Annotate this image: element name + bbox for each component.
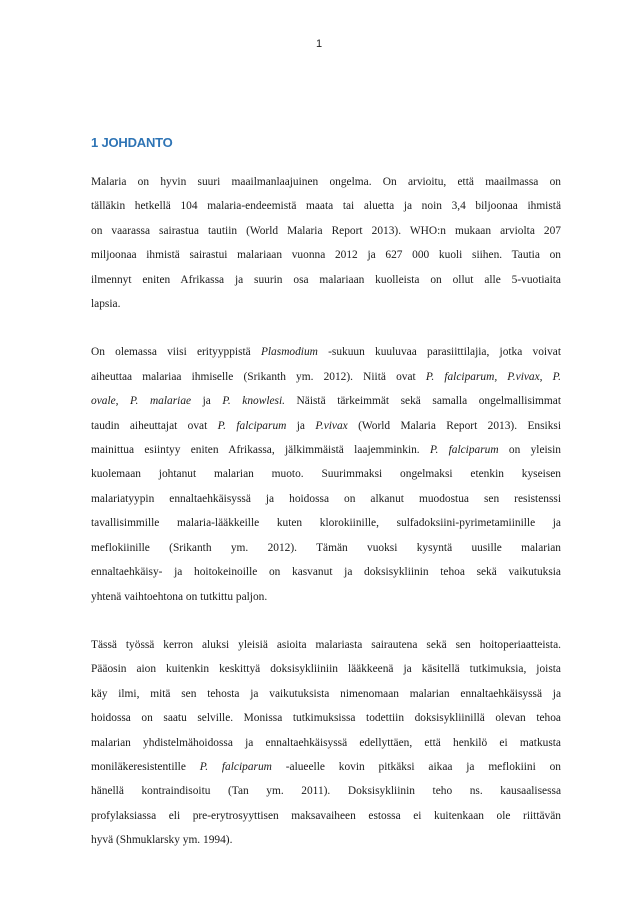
text-line <box>91 633 561 657</box>
text-line <box>91 340 561 364</box>
text-line: ilmennyt eniten Afrikassa ja suurin osa malariaan kuolleista on ollut alle 5-vuotiaita <box>91 273 561 286</box>
text-line: miljoonaa ihmistä sairastui malariaan vuonna 2012 ja 627 000 kuoli siihen. Tautia on <box>91 249 561 262</box>
text-run: (World Malaria Report 2013). Ensiksi <box>347 419 561 432</box>
text-line: tälläkin hetkellä 104 malaria-endeemistä maata tai aluetta ja noin 3,4 biljoonaa ihmistä <box>91 200 561 213</box>
text-line <box>91 706 561 730</box>
paragraph-plasmodium-species <box>91 340 561 608</box>
italic-text: ovale, P. malariae <box>91 395 192 408</box>
text-line <box>91 657 561 681</box>
text-run: On olemassa viisi erityyppistä <box>91 346 261 359</box>
paragraph-intro <box>91 170 561 316</box>
text-run: Tässä työssä kerron aluksi yleisiä asioita malariasta sairautena sekä sen hoitoperiaatteista. <box>91 638 561 651</box>
text-run: ja <box>286 419 316 432</box>
text-run: meflokiinille (Srikanth ym. 2012). Tämän vuoksi kysyntä uusille malarian <box>91 541 561 554</box>
text-run: Pääosin aion kuitenkin keskittyä doksisykliiniin lääkkeenä ja käsitellä tutkimuksia, joista <box>91 663 561 676</box>
text-run: kuolemaan johtanut malarian muoto. Suurimmaksi ongelmaksi etenkin kyseisen <box>91 468 561 481</box>
text-line: Malaria on hyvin suuri maailmanlaajuinen ongelma. On arvioitu, että maailmassa on <box>91 176 561 188</box>
text-run: hoidossa on saatu selville. Monissa tutkimuksissa todettiin doksisykliinillä olevan tehoa <box>91 712 561 725</box>
text-run: malariatyypin ennaltaehkäisyssä ja hoidossa on alkanut muodostua sen resistenssi <box>91 492 561 505</box>
text-line <box>91 462 561 486</box>
text-run: Näistä tärkeimmät sekä samalla ongelmallisimmat <box>285 395 561 408</box>
italic-text: P. falciparum <box>217 419 287 432</box>
text-line <box>91 438 561 462</box>
text-line <box>91 487 561 511</box>
italic-text: P. knowlesi. <box>222 395 285 408</box>
text-line <box>91 414 561 438</box>
text-line <box>91 731 561 755</box>
section-heading: 1 JOHDANTO <box>91 135 173 150</box>
text-line <box>91 779 561 803</box>
text-line <box>91 560 561 584</box>
text-run: mainittua esiintyy eniten Afrikassa, jälkimmäistä laajemminkin. <box>91 444 430 457</box>
italic-text: P.vivax <box>315 419 348 432</box>
text-run: ja <box>191 395 223 408</box>
italic-text: Plasmodium <box>260 346 318 359</box>
text-line <box>91 755 561 779</box>
paragraph-thesis-scope <box>91 633 561 853</box>
body-text <box>91 170 561 853</box>
text-line <box>91 536 561 560</box>
text-run: on yleisin <box>498 444 561 457</box>
italic-text: P. falciparum <box>199 760 272 773</box>
text-line <box>91 511 561 535</box>
text-line: on vaarassa sairastua tautiin (World Malaria Report 2013). WHO:n mukaan arviolta 207 <box>91 224 561 237</box>
text-line: lapsia. <box>91 298 121 311</box>
text-run: moniläkeresistentille <box>91 760 200 773</box>
text-line <box>91 828 561 852</box>
text-run: käy ilmi, mitä sen tehosta ja vaikutuksista nimenomaan malarian ennaltaehkäisyssä ja <box>91 687 561 700</box>
text-line <box>91 682 561 706</box>
text-run: taudin aiheuttajat ovat <box>91 419 218 432</box>
text-run: yhtenä vaihtoehtona on tutkittu paljon. <box>91 590 268 603</box>
text-line <box>91 585 561 609</box>
text-run: profylaksiassa eli pre-erytrosyyttisen maksavaiheen estossa ei kuitenkaan ole riittävän <box>91 809 561 822</box>
text-run: hänellä kontraindisoitu (Tan ym. 2011). Doksisykliinin teho ns. kausaalisessa <box>91 785 561 798</box>
text-line <box>91 804 561 828</box>
text-run: tavallisimmille malaria-lääkkeille kuten klorokiinille, sulfadoksiini-pyrimetamiinille ja <box>91 517 561 530</box>
text-line <box>91 365 561 389</box>
text-run: malarian yhdistelmähoidossa ja ennaltaehkäisyssä edellyttäen, että henkilö ei matkusta <box>91 736 561 749</box>
text-run: hyvä (Shmuklarsky ym. 1994). <box>91 834 233 847</box>
text-run: -sukuun kuuluvaa parasiittilajia, jotka voivat <box>317 346 561 359</box>
text-line <box>91 389 561 413</box>
text-run: aiheuttaa malariaa ihmiselle (Srikanth ym. 2012). Niitä ovat <box>91 370 426 383</box>
text-run: -alueelle kovin pitkäksi aikaa ja meflokiini on <box>271 760 561 773</box>
page-number: 1 <box>315 38 323 50</box>
text-run: ennaltaehkäisy- ja hoitokeinoille on kasvanut ja doksisykliinin tehoa sekä vaikutuksia <box>91 566 561 579</box>
italic-text: P. falciparum <box>429 444 499 457</box>
italic-text: P. falciparum, P.vivax, P. <box>425 370 561 383</box>
